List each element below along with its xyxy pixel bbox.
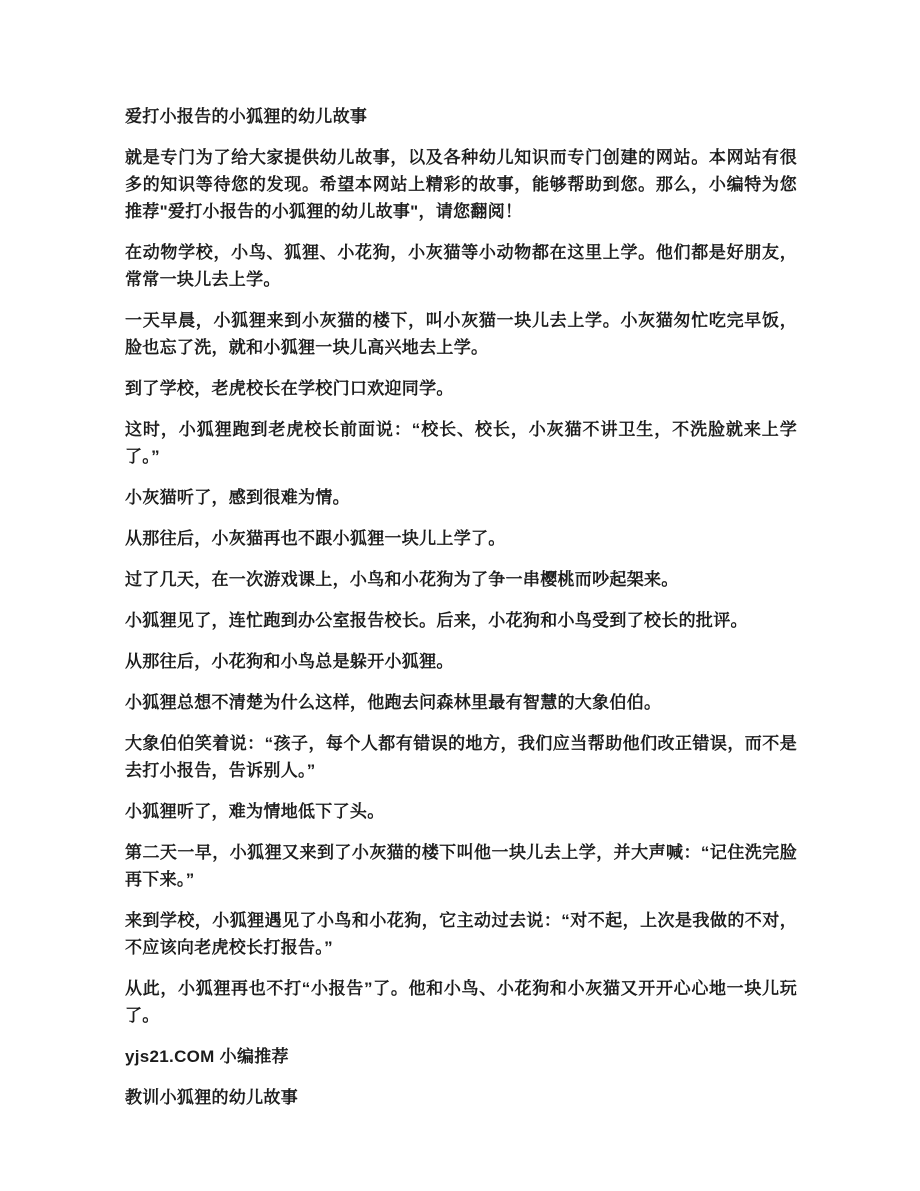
paragraph: 过了几天，在一次游戏课上，小鸟和小花狗为了争一串樱桃而吵起架来。 bbox=[125, 570, 679, 589]
paragraph: 从此，小狐狸再也不打“小报告”了。他和小鸟、小花狗和小灰猫又开开心心地一块儿玩了。 bbox=[125, 979, 797, 1025]
paragraph: 到了学校，老虎校长在学校门口欢迎同学。 bbox=[125, 379, 454, 398]
paragraph: 从那往后，小灰猫再也不跟小狐狸一块儿上学了。 bbox=[125, 529, 506, 548]
paragraph: 这时，小狐狸跑到老虎校长前面说：“校长、校长，小灰猫不讲卫生，不洗脸就来上学了。” bbox=[125, 420, 797, 466]
document-content bbox=[125, 103, 797, 1125]
paragraph: 小狐狸见了，连忙跑到办公室报告校长。后来，小花狗和小鸟受到了校长的批评。 bbox=[125, 611, 748, 630]
paragraph: 在动物学校，小鸟、狐狸、小花狗，小灰猫等小动物都在这里上学。他们都是好朋友，常常一块儿去上学。 bbox=[125, 243, 797, 289]
paragraph: 第二天一早，小狐狸又来到了小灰猫的楼下叫他一块儿去上学，并大声喊：“记住洗完脸再下来。” bbox=[125, 843, 797, 889]
paragraph-intro: 就是专门为了给大家提供幼儿故事，以及各种幼儿知识而专门创建的网站。本网站有很多的知识等待您的发现。希望本网站上精彩的故事，能够帮助到您。那么，小编特为您推荐"爱打小报告的小狐狸的幼儿故事"，请您翻阅！ bbox=[125, 148, 797, 221]
paragraph: 从那往后，小花狗和小鸟总是躲开小狐狸。 bbox=[125, 652, 454, 671]
paragraph: 小灰猫听了，感到很难为情。 bbox=[125, 488, 350, 507]
paragraph: 大象伯伯笑着说：“孩子，每个人都有错误的地方，我们应当帮助他们改正错误，而不是去打小报告，告诉别人。” bbox=[125, 734, 797, 780]
paragraph: 小狐狸听了，难为情地低下了头。 bbox=[125, 802, 385, 821]
doc-title: 爱打小报告的小狐狸的幼儿故事 bbox=[125, 107, 368, 126]
paragraph: 一天早晨，小狐狸来到小灰猫的楼下，叫小灰猫一块儿去上学。小灰猫匆忙吃完早饭，脸也忘了洗，就和小狐狸一块儿高兴地去上学。 bbox=[125, 311, 797, 357]
paragraph-next-story-title: 教训小狐狸的幼儿故事 bbox=[125, 1088, 298, 1107]
paragraph: 来到学校，小狐狸遇见了小鸟和小花狗，它主动过去说：“对不起，上次是我做的不对，不应该向老虎校长打报告。” bbox=[125, 911, 797, 957]
paragraph-editor-recommend: yjs21.COM 小编推荐 bbox=[125, 1047, 289, 1066]
paragraph: 小狐狸总想不清楚为什么这样，他跑去问森林里最有智慧的大象伯伯。 bbox=[125, 693, 662, 712]
